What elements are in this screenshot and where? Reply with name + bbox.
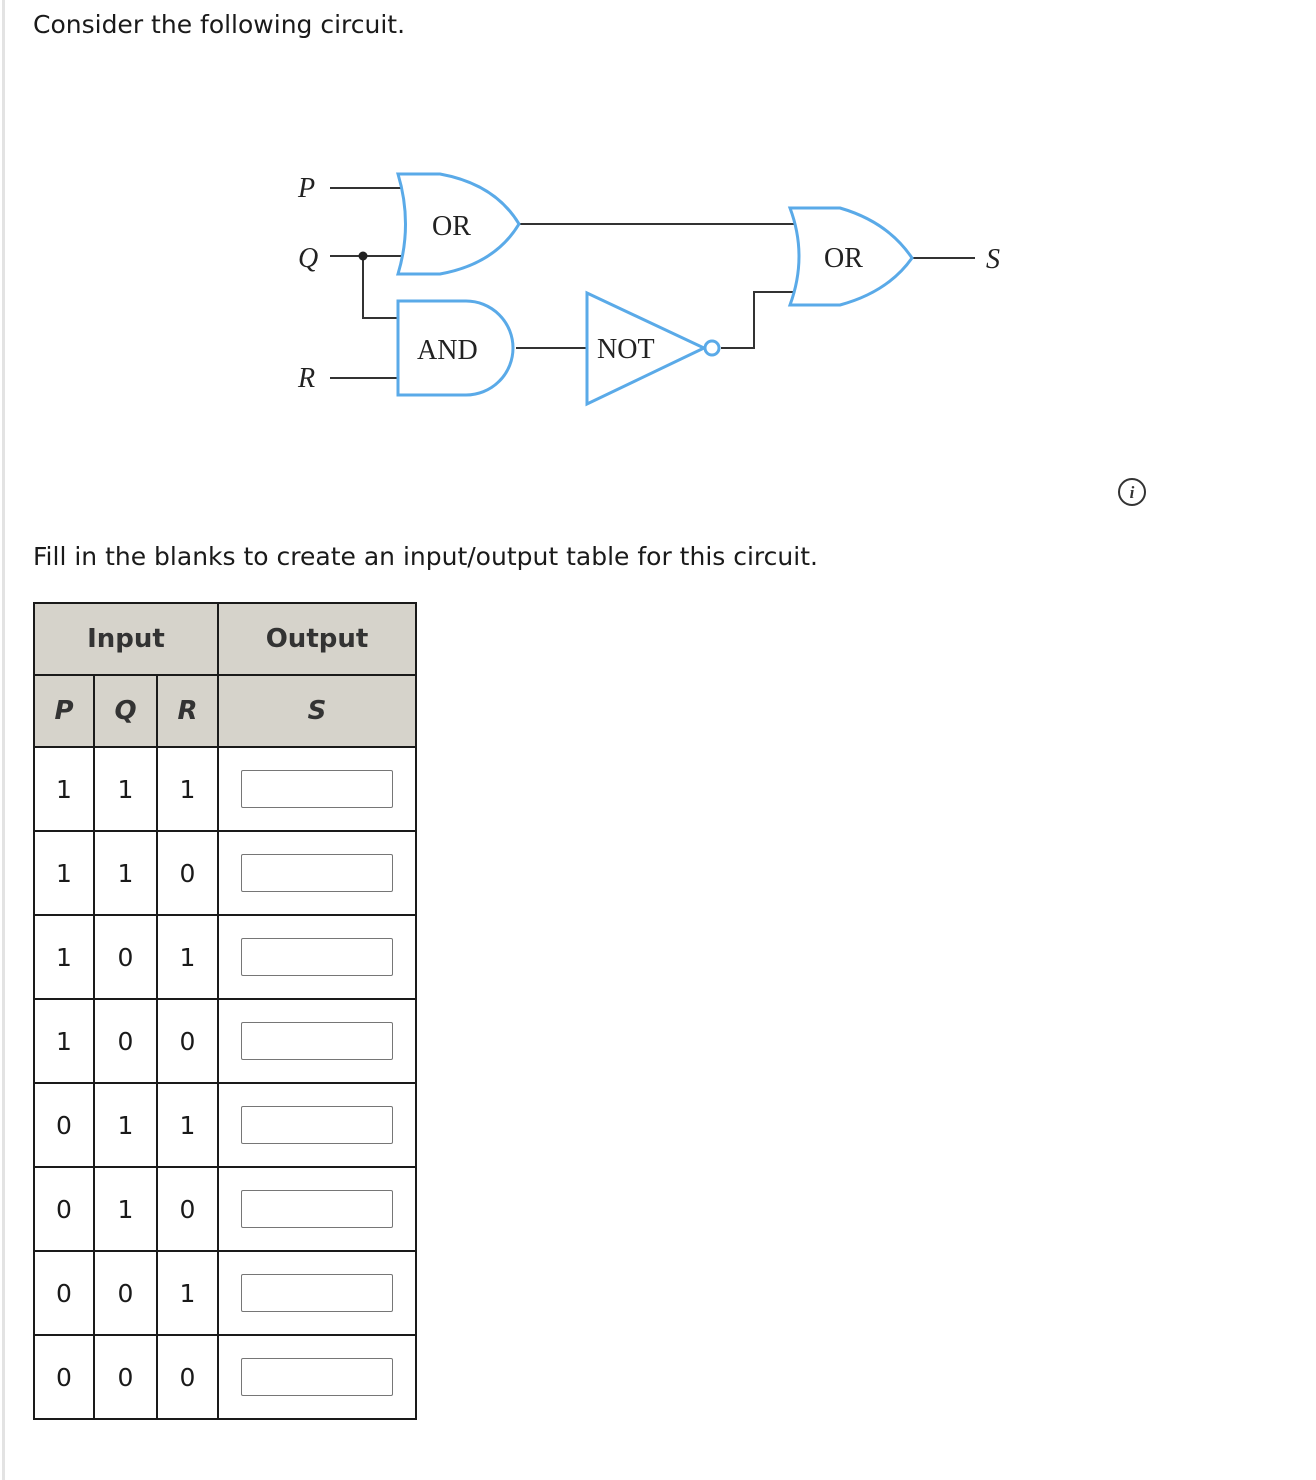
cell-r: 1 bbox=[157, 747, 218, 831]
cell-s bbox=[218, 1083, 416, 1167]
col-header-q: Q bbox=[94, 675, 157, 747]
cell-p: 0 bbox=[34, 1083, 94, 1167]
cell-s bbox=[218, 1251, 416, 1335]
label-r: R bbox=[298, 363, 316, 394]
label-p: P bbox=[298, 173, 316, 204]
answer-input[interactable] bbox=[241, 938, 393, 976]
cell-p: 0 bbox=[34, 1167, 94, 1251]
wire-q-branch bbox=[363, 256, 401, 318]
cell-p: 1 bbox=[34, 831, 94, 915]
answer-input[interactable] bbox=[241, 1022, 393, 1060]
table-row bbox=[34, 831, 416, 915]
answer-input[interactable] bbox=[241, 1274, 393, 1312]
cell-q: 1 bbox=[94, 1167, 157, 1251]
not-bubble bbox=[705, 341, 719, 355]
cell-r: 1 bbox=[157, 1251, 218, 1335]
table-row bbox=[34, 915, 416, 999]
info-icon[interactable] bbox=[1117, 477, 1147, 507]
cell-r: 0 bbox=[157, 1167, 218, 1251]
col-header-s: S bbox=[218, 675, 416, 747]
cell-s bbox=[218, 747, 416, 831]
col-header-p: P bbox=[34, 675, 94, 747]
cell-r: 1 bbox=[157, 915, 218, 999]
answer-input[interactable] bbox=[241, 1190, 393, 1228]
cell-s bbox=[218, 1167, 416, 1251]
gate-label-or1: OR bbox=[432, 211, 471, 242]
table-row bbox=[34, 999, 416, 1083]
cell-p: 0 bbox=[34, 1335, 94, 1419]
gate-label-and: AND bbox=[417, 335, 478, 366]
cell-s bbox=[218, 915, 416, 999]
cell-q: 0 bbox=[94, 1335, 157, 1419]
cell-q: 0 bbox=[94, 915, 157, 999]
answer-input[interactable] bbox=[241, 770, 393, 808]
col-header-r: R bbox=[157, 675, 218, 747]
cell-p: 0 bbox=[34, 1251, 94, 1335]
cell-q: 1 bbox=[94, 831, 157, 915]
cell-s bbox=[218, 831, 416, 915]
io-table bbox=[33, 602, 417, 1420]
label-q: Q bbox=[298, 243, 319, 274]
cell-p: 1 bbox=[34, 999, 94, 1083]
wire-not-out bbox=[721, 292, 800, 348]
cell-p: 1 bbox=[34, 915, 94, 999]
table-row bbox=[34, 1167, 416, 1251]
table-row bbox=[34, 1083, 416, 1167]
cell-p: 1 bbox=[34, 747, 94, 831]
answer-input[interactable] bbox=[241, 1106, 393, 1144]
junction-dot bbox=[359, 252, 368, 261]
cell-q: 0 bbox=[94, 999, 157, 1083]
cell-r: 0 bbox=[157, 1335, 218, 1419]
logic-circuit-diagram bbox=[0, 0, 1316, 420]
input-header: Input bbox=[34, 603, 218, 675]
answer-input[interactable] bbox=[241, 1358, 393, 1396]
table-row bbox=[34, 747, 416, 831]
table-instruction: Fill in the blanks to create an input/output table for this circuit. bbox=[33, 542, 818, 571]
gate-label-not: NOT bbox=[597, 334, 655, 365]
gate-label-or2: OR bbox=[824, 243, 863, 274]
cell-q: 0 bbox=[94, 1251, 157, 1335]
cell-s bbox=[218, 999, 416, 1083]
svg-text:i: i bbox=[1129, 483, 1135, 502]
cell-q: 1 bbox=[94, 747, 157, 831]
cell-r: 0 bbox=[157, 999, 218, 1083]
question-prompt: Consider the following circuit. bbox=[33, 10, 406, 39]
answer-input[interactable] bbox=[241, 854, 393, 892]
label-s: S bbox=[986, 244, 1000, 275]
cell-q: 1 bbox=[94, 1083, 157, 1167]
output-header: Output bbox=[218, 603, 416, 675]
cell-r: 1 bbox=[157, 1083, 218, 1167]
cell-s bbox=[218, 1335, 416, 1419]
table-row bbox=[34, 1335, 416, 1419]
cell-r: 0 bbox=[157, 831, 218, 915]
table-row bbox=[34, 1251, 416, 1335]
